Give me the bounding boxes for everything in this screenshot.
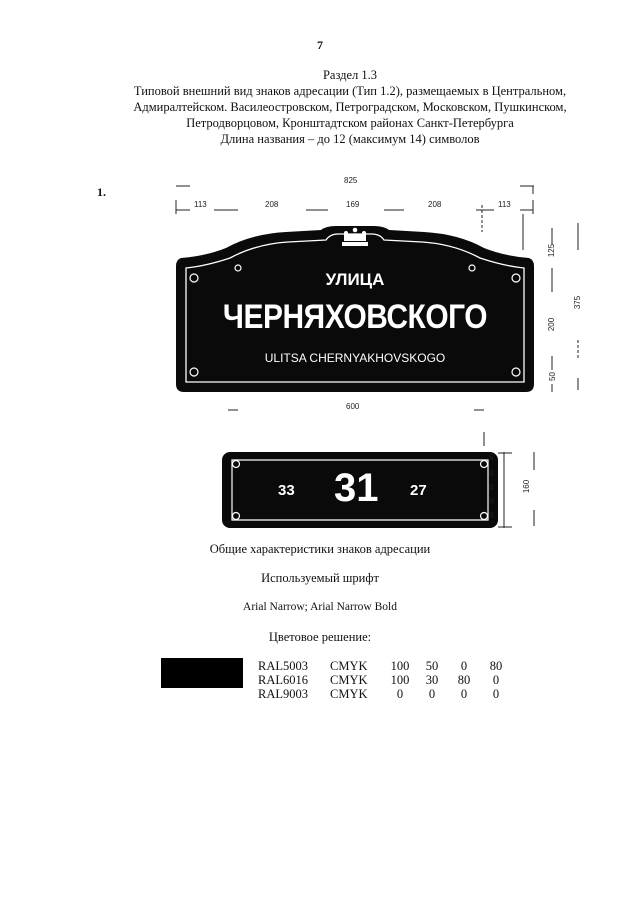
ral-code: RAL6016 [258, 673, 308, 687]
color-row [258, 673, 512, 687]
color-swatch [161, 658, 243, 688]
house-number-left: 33 [278, 482, 295, 499]
color-label: Цветовое решение: [268, 630, 372, 644]
house-dim-4: 30 [489, 497, 496, 505]
font-label: Используемый шрифт [261, 571, 379, 585]
dim-bottom-width: 600 [346, 402, 360, 411]
dim-right-2: 200 [547, 317, 557, 332]
cmyk-m: 0 [428, 687, 436, 701]
dim-seg-2: 208 [265, 200, 279, 209]
house-dim-3: 40 [489, 483, 496, 491]
header-line-4: Длина названия – до 12 (максимум 14) символов [220, 132, 480, 146]
cmyk-c: 100 [390, 673, 410, 687]
dim-seg-5: 113 [498, 200, 511, 209]
house-dim-height: 160 [522, 479, 532, 494]
house-dim-2: 30 [489, 469, 496, 477]
cmyk-y: 0 [460, 659, 468, 673]
color-model: CMYK [330, 687, 368, 701]
color-model: CMYK [330, 659, 368, 673]
item-number: 1. [97, 185, 106, 199]
house-dim-5: 40 [489, 511, 496, 519]
sign-translit: ULITSA CHERNYAKHOVSKOGO [264, 351, 446, 365]
color-row [258, 659, 512, 673]
ral-code: RAL9003 [258, 687, 308, 701]
cmyk-c: 0 [396, 687, 404, 701]
sign-street-name: ЧЕРНЯХОВСКОГО [222, 298, 488, 336]
cmyk-y: 0 [460, 687, 468, 701]
header-line-3: Петродворцовом, Кронштадтском районах Санкт-Петербурга [186, 116, 514, 130]
cmyk-y: 80 [457, 673, 471, 687]
sign-label-top: УЛИЦА [325, 270, 385, 289]
dim-seg-3: 169 [346, 200, 360, 209]
dim-total-height: 375 [573, 295, 583, 310]
dim-seg-1: 113 [194, 200, 207, 209]
fonts-list: Arial Narrow; Arial Narrow Bold [243, 601, 397, 613]
dim-total-width: 825 [344, 176, 358, 185]
house-dim-1: 40 [489, 453, 496, 461]
characteristics-title: Общие характеристики знаков адресации [209, 542, 431, 556]
cmyk-m: 50 [425, 659, 439, 673]
header-line-1: Типовой внешний вид знаков адресации (Тип 1.2), размещаемых в Центральном, [133, 84, 567, 98]
cmyk-k: 80 [489, 659, 503, 673]
cmyk-c: 100 [390, 659, 410, 673]
section-title: Раздел 1.3 [322, 68, 378, 82]
color-table [258, 659, 512, 701]
dim-right-1: 125 [547, 243, 557, 258]
ral-code: RAL5003 [258, 659, 308, 673]
house-number-main: 31 [334, 466, 379, 510]
cmyk-k: 0 [492, 673, 500, 687]
page-number: 7 [317, 38, 323, 52]
header-line-2: Адмиралтейском. Василеостровском, Петроградском, Московском, Пушкинском, [133, 100, 567, 114]
dim-seg-4: 208 [428, 200, 442, 209]
cmyk-k: 0 [492, 687, 500, 701]
cmyk-m: 30 [425, 673, 439, 687]
dim-right-3: 50 [547, 372, 557, 381]
color-row [258, 687, 512, 701]
color-model: CMYK [330, 673, 368, 687]
house-number-right: 27 [410, 482, 427, 499]
